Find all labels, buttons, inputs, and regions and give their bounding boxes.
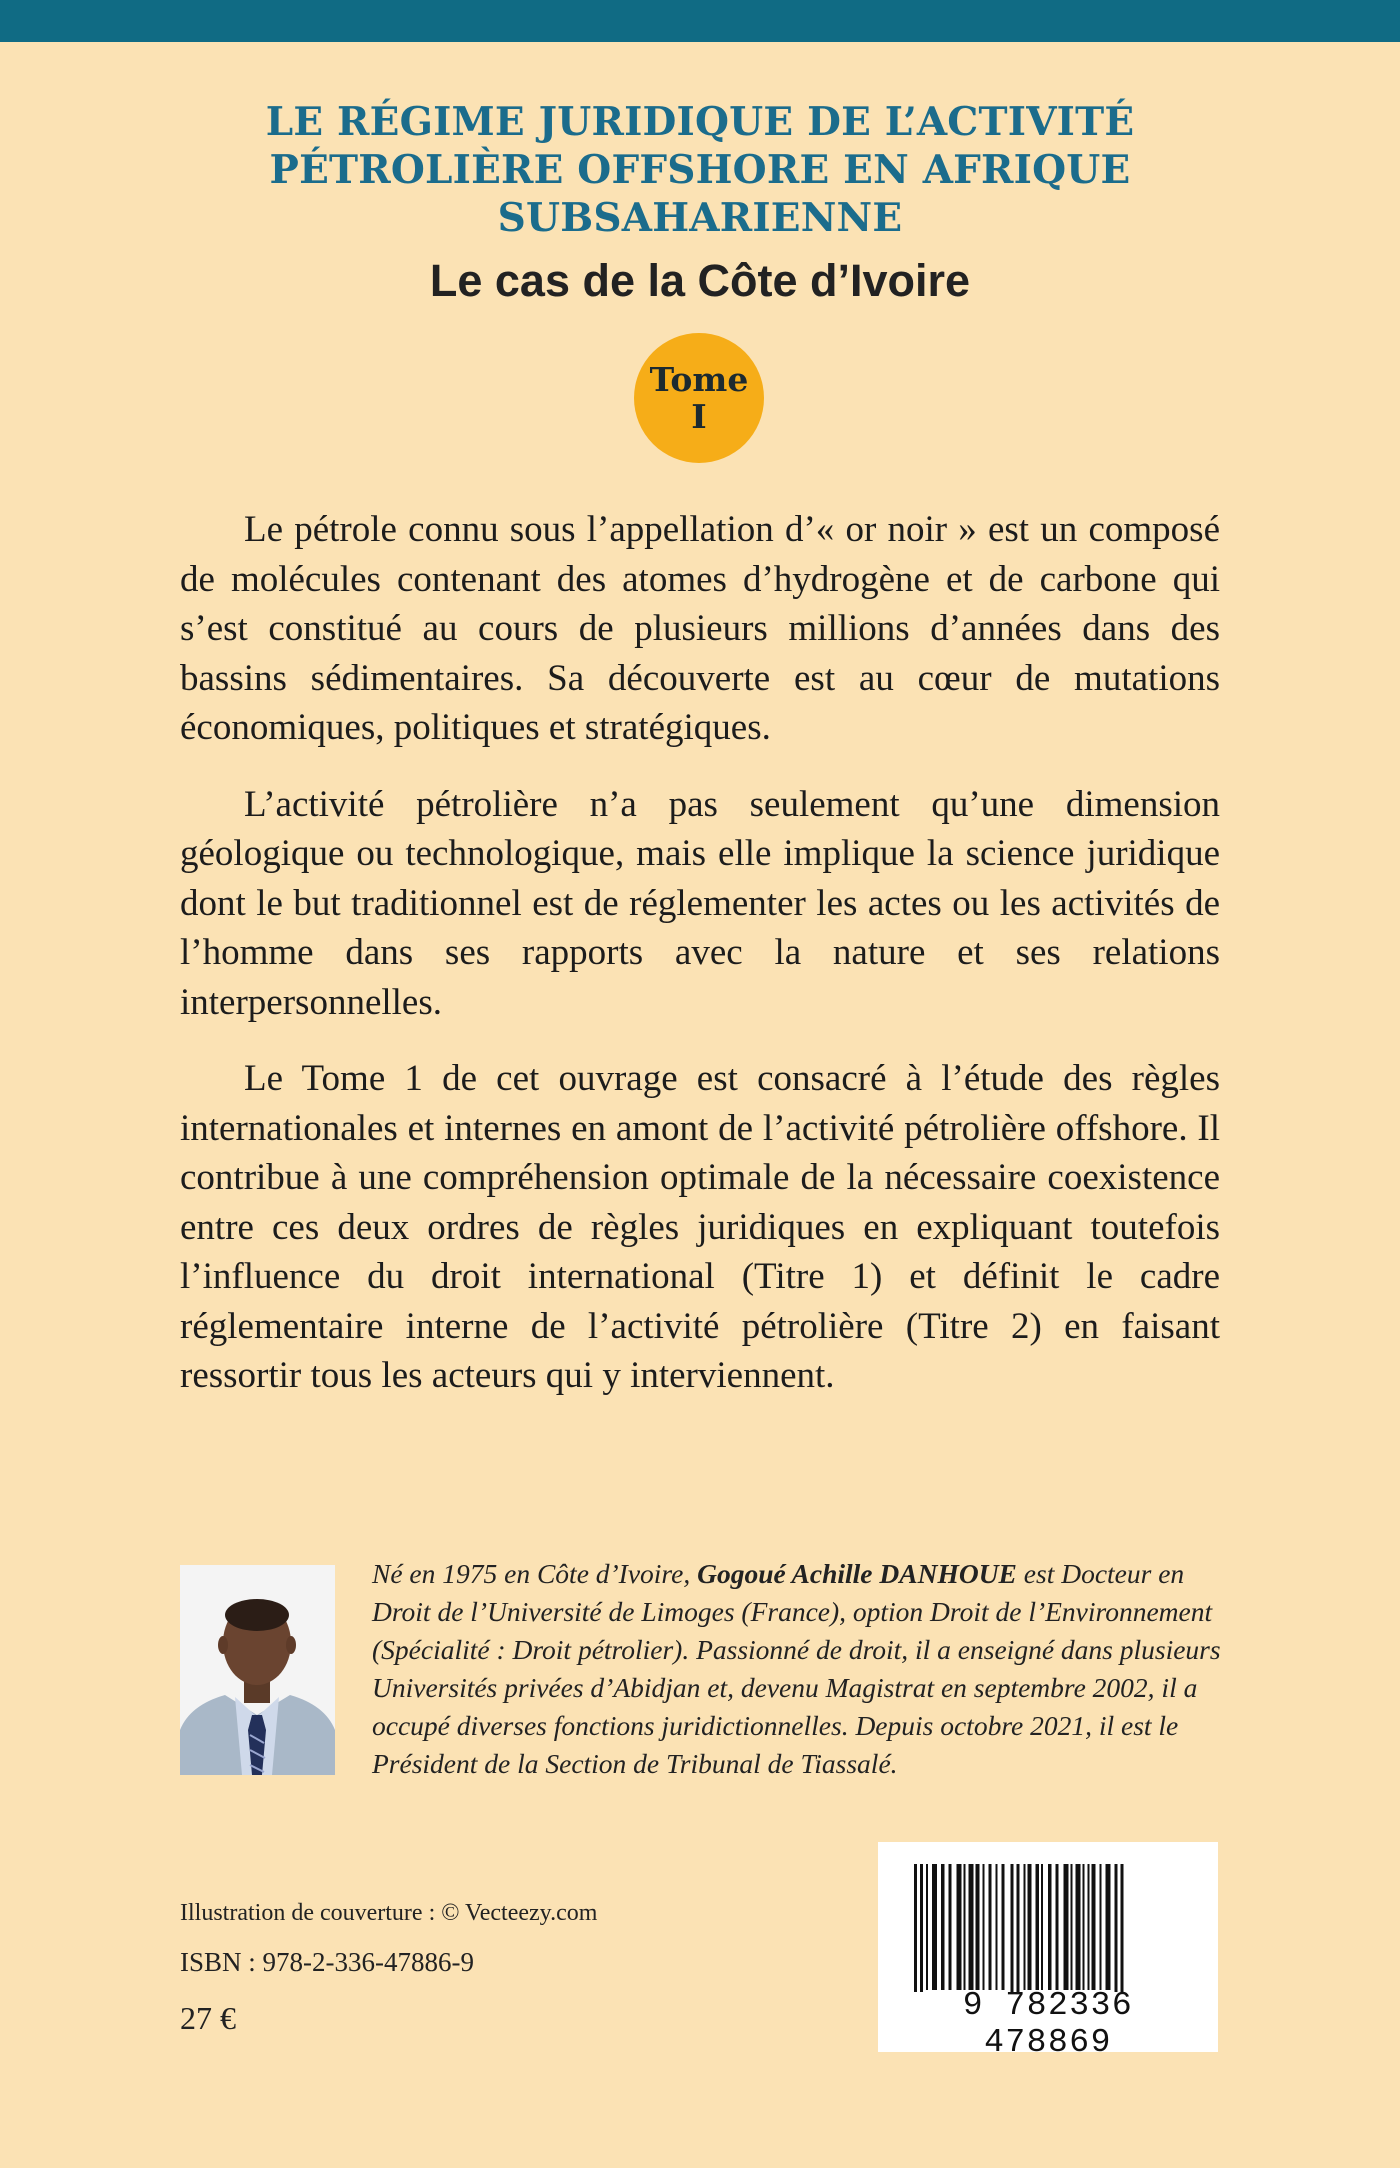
summary-paragraph: L’activité pétrolière n’a pas seulement qu’une dimension géologique ou technologique, mais elle implique la science juridique dont le but traditionnel est de réglementer les actes ou les activités de l’homme dans ses rapports avec la nature et ses relations interpersonnelles. (180, 783, 1220, 1023)
barcode-bar (964, 1864, 966, 1990)
barcode-bar (989, 1864, 992, 1990)
barcode-bar (996, 1864, 998, 1990)
barcode-bar (1092, 1864, 1096, 1990)
barcode-bar (1121, 1864, 1124, 1992)
publication-details (180, 1900, 597, 2037)
barcode-bar (926, 1864, 928, 1990)
barcode-bar (1083, 1864, 1085, 1990)
barcode-bar (1076, 1864, 1081, 1990)
barcode-bar (1056, 1864, 1059, 1990)
barcode-bar (949, 1864, 952, 1990)
barcode (878, 1842, 1218, 2061)
barcode-bar (1106, 1864, 1111, 1990)
barcode-bar (1041, 1864, 1043, 1990)
barcode-bar (1100, 1864, 1102, 1990)
barcode-bar (1071, 1864, 1073, 1990)
barcode-bar (1088, 1864, 1090, 1990)
barcode-bar (976, 1864, 980, 1990)
barcode-bar (914, 1864, 917, 1992)
title-line: LE RÉGIME JURIDIQUE DE L’ACTIVITÉ (265, 99, 1135, 145)
barcode-bar (1024, 1864, 1026, 1990)
summary-paragraph: Le pétrole connu sous l’appellation d’« or noir » est un composé de molécules contenant des atomes d’hydrogène et de carbone qui s’est constitué au cours de plusieurs millions d’années dans des bassins sédimentaires. Sa découverte est au cœur de mutations économiques, politiques et stratégiques. (180, 509, 1220, 748)
illustration-credit: Illustration de couverture : © Vecteezy.com (180, 1900, 598, 1926)
author-photo (180, 1565, 335, 1775)
author-bio-intro: Né en 1975 en Côte d’Ivoire, (372, 1558, 698, 1589)
barcode-bar (941, 1864, 945, 1990)
barcode-bar (920, 1864, 923, 1992)
title-line: PÉTROLIÈRE OFFSHORE EN AFRIQUE (269, 147, 1131, 193)
top-color-band (0, 0, 1400, 42)
barcode-bar (1017, 1864, 1020, 1992)
tome-label: Tome (649, 360, 749, 399)
barcode-bar (1028, 1864, 1032, 1990)
barcode-bar (1002, 1864, 1005, 1990)
book-title (100, 98, 1300, 242)
barcode-bar (1064, 1864, 1069, 1990)
tome-number: I (691, 397, 707, 436)
barcode-bar (1011, 1864, 1014, 1992)
barcode-bar (969, 1864, 974, 1990)
tome-badge (634, 333, 764, 463)
author-portrait-illustration (180, 1565, 335, 1775)
price: 27 € (180, 2000, 236, 2036)
barcode-bar (957, 1864, 962, 1990)
isbn: ISBN : 978-2-336-47886-9 (180, 1947, 474, 1977)
title-line: SUBSAHARIENNE (497, 195, 903, 241)
book-subtitle: Le cas de la Côte d’Ivoire (429, 255, 971, 306)
barcode-bar (932, 1864, 937, 1990)
barcode-bars (878, 1842, 1218, 1992)
barcode-bar (983, 1864, 985, 1990)
barcode-bar (1115, 1864, 1118, 1992)
barcode-bar (1036, 1864, 1040, 1990)
summary-paragraph: Le Tome 1 de cet ouvrage est consacré à l’étude des règles internationales et internes en amont de l’activité pétrolière offshore. Il contribue à une compréhension optimale de la nécessaire coexistence entre ces deux ordres de règles juridiques en expliquant toutefois l’influence du droit international (Titre 1) et définit le cadre réglementaire interne de l’activité pétrolière (Titre 2) en faisant ressortir tous les acteurs qui y interviennent. (180, 1058, 1220, 1396)
author-name: Gogoué Achille DANHOUE (697, 1558, 1017, 1589)
barcode-number: 9 782336 478869 (962, 1987, 1134, 2061)
author-biography (372, 1555, 1230, 1783)
barcode-bar (1048, 1864, 1052, 1990)
author-bio-details: est Docteur en Droit de l’Université de Limoges (France), option Droit de l’Environnement (Spécialité : Droit pétrolier). Passionné de droit, il a enseigné dans plusieurs Universités privées d’Abidjan et, devenu Magistrat en septembre 2002, il a occupé diverses fonctions juridictionnelles. Depuis octobre 2021, il est le Président de la Section de Tribunal de Tiassalé. (372, 1558, 1221, 1779)
back-cover-summary (180, 505, 1220, 1428)
